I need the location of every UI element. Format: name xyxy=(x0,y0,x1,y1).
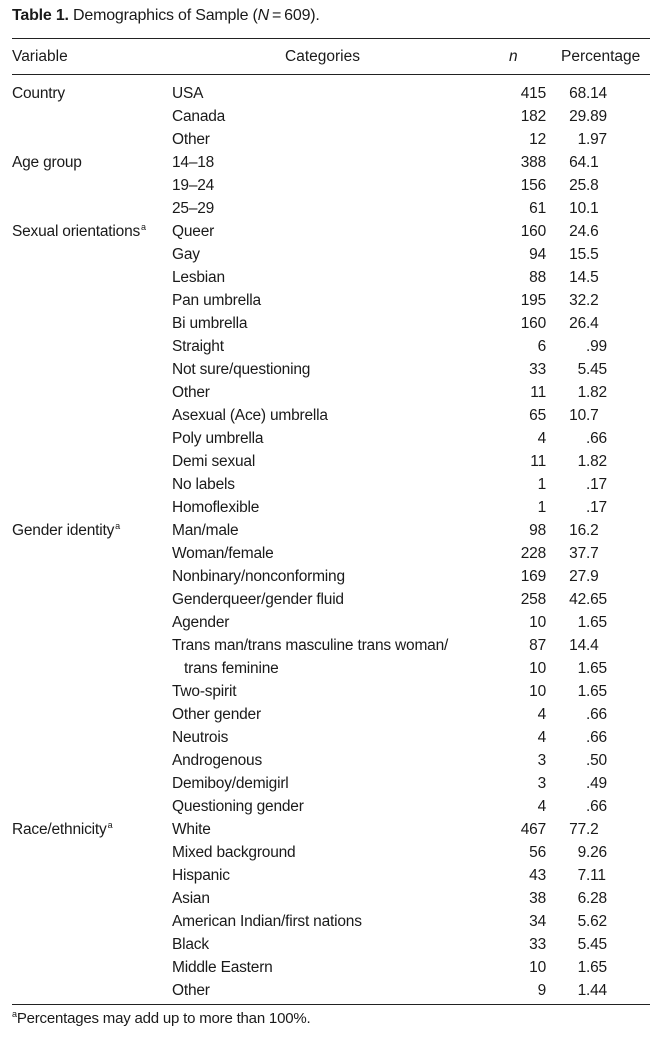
cell-n: 56 xyxy=(529,844,546,861)
cell-percentage: .17 xyxy=(586,499,607,516)
table-row xyxy=(12,496,650,519)
top-rule xyxy=(12,38,650,39)
cell-category: Other gender xyxy=(172,706,261,723)
cell-category: Nonbinary/nonconforming xyxy=(172,568,345,585)
cell-category: Man/male xyxy=(172,522,239,539)
cell-n: 11 xyxy=(530,384,546,401)
cell-percentage: 5.45 xyxy=(577,936,607,953)
variable-text: Age group xyxy=(12,154,82,171)
cell-percentage: 1.82 xyxy=(577,384,607,401)
cell-percentage: 1.44 xyxy=(577,982,607,999)
table-row xyxy=(12,772,650,795)
variable-text: Race/ethnicity xyxy=(12,821,107,838)
cell-category: Androgenous xyxy=(172,752,263,769)
cell-n: 98 xyxy=(529,522,546,539)
cell-variable xyxy=(12,519,120,542)
cell-n: 10 xyxy=(529,683,546,700)
cell-n: 182 xyxy=(520,108,546,125)
cell-category: Homoflexible xyxy=(172,499,260,516)
cell-n: 33 xyxy=(529,936,546,953)
cell-percentage: 32.2 xyxy=(569,292,599,309)
table-row xyxy=(12,864,650,887)
cell-percentage: 1.65 xyxy=(577,660,607,677)
table-row xyxy=(12,450,650,473)
table-row xyxy=(12,726,650,749)
cell-percentage: 16.2 xyxy=(569,522,599,539)
table-row xyxy=(12,680,650,703)
cell-variable xyxy=(12,82,65,105)
table-row xyxy=(12,565,650,588)
cell-percentage: .50 xyxy=(586,752,607,769)
table-row xyxy=(12,381,650,404)
cell-category: Straight xyxy=(172,338,224,355)
cell-category: American Indian/first nations xyxy=(172,913,362,930)
cell-percentage: 7.11 xyxy=(577,867,606,884)
cell-category: Woman/female xyxy=(172,545,274,562)
cell-n: 1 xyxy=(537,476,546,493)
cell-n: 169 xyxy=(520,568,546,585)
cell-percentage: 64.1 xyxy=(569,154,599,171)
cell-n: 33 xyxy=(529,361,546,378)
cell-n: 34 xyxy=(529,913,546,930)
cell-n: 9 xyxy=(537,982,546,999)
cell-category: Two-spirit xyxy=(172,683,237,700)
cell-percentage: 14.5 xyxy=(569,269,599,286)
table-row xyxy=(12,289,650,312)
cell-category: 14–18 xyxy=(172,154,215,171)
cell-percentage: .99 xyxy=(586,338,607,355)
table-row xyxy=(12,105,650,128)
cell-percentage: 10.7 xyxy=(569,407,599,424)
table-row xyxy=(12,312,650,335)
cell-category: 25–29 xyxy=(172,200,215,217)
table-row xyxy=(12,197,650,220)
table-row xyxy=(12,588,650,611)
cell-category: Asian xyxy=(172,890,210,907)
table-row xyxy=(12,473,650,496)
cell-category: Agender xyxy=(172,614,230,631)
cell-n: 228 xyxy=(520,545,546,562)
table-row xyxy=(12,979,650,1002)
cell-n: 12 xyxy=(529,131,546,148)
cell-n: 65 xyxy=(529,407,546,424)
cell-category: Canada xyxy=(172,108,226,125)
table-row xyxy=(12,887,650,910)
caption-text-before: Demographics of Sample ( xyxy=(73,7,258,24)
table-row xyxy=(12,795,650,818)
cell-n: 1 xyxy=(537,499,546,516)
table-row xyxy=(12,220,650,243)
cell-percentage: 6.28 xyxy=(577,890,607,907)
cell-n: 38 xyxy=(529,890,546,907)
cell-n: 4 xyxy=(537,706,546,723)
cell-n: 4 xyxy=(537,798,546,815)
cell-percentage: .17 xyxy=(586,476,607,493)
header-n: n xyxy=(509,48,518,65)
table-row xyxy=(12,174,650,197)
table-row xyxy=(12,910,650,933)
caption-text-after: = 609). xyxy=(269,7,320,24)
cell-category: Pan umbrella xyxy=(172,292,261,309)
cell-category: Hispanic xyxy=(172,867,230,884)
cell-percentage: 24.6 xyxy=(569,223,599,240)
table-row xyxy=(12,128,650,151)
cell-percentage: .66 xyxy=(586,798,607,815)
header-categories: Categories xyxy=(285,48,360,65)
table-row xyxy=(12,404,650,427)
cell-category: Demi sexual xyxy=(172,453,256,470)
table-row xyxy=(12,335,650,358)
cell-percentage: .66 xyxy=(586,430,607,447)
table-row xyxy=(12,82,650,105)
cell-n: 4 xyxy=(537,430,546,447)
cell-n: 160 xyxy=(520,223,546,240)
cell-n: 388 xyxy=(520,154,546,171)
variable-text: Country xyxy=(12,85,65,102)
cell-category: Genderqueer/gender fluid xyxy=(172,591,344,608)
cell-percentage: 1.65 xyxy=(577,683,607,700)
cell-category: No labels xyxy=(172,476,235,493)
cell-n: 43 xyxy=(529,867,546,884)
cell-percentage: 15.5 xyxy=(569,246,599,263)
table-row xyxy=(12,749,650,772)
cell-category: trans feminine xyxy=(184,660,279,677)
caption-n-symbol: N xyxy=(257,7,270,24)
table-row xyxy=(12,266,650,289)
cell-category: Bi umbrella xyxy=(172,315,248,332)
table-caption xyxy=(12,6,320,26)
cell-n: 415 xyxy=(520,85,546,102)
cell-percentage: 42.65 xyxy=(569,591,607,608)
cell-percentage: 27.9 xyxy=(569,568,599,585)
table-row xyxy=(12,243,650,266)
footnote-marker: a xyxy=(12,1009,17,1019)
cell-category: Queer xyxy=(172,223,215,240)
cell-percentage: 5.62 xyxy=(577,913,607,930)
cell-category: White xyxy=(172,821,211,838)
cell-variable xyxy=(12,151,82,174)
table-body xyxy=(12,82,650,1002)
cell-percentage: 1.65 xyxy=(577,959,607,976)
footnote-marker: a xyxy=(107,819,113,830)
cell-n: 10 xyxy=(529,614,546,631)
header-variable: Variable xyxy=(12,48,68,65)
cell-percentage: 1.97 xyxy=(577,131,607,148)
cell-n: 258 xyxy=(520,591,546,608)
table-row xyxy=(12,542,650,565)
cell-category: Not sure/questioning xyxy=(172,361,311,378)
table-row xyxy=(12,611,650,634)
cell-n: 10 xyxy=(529,660,546,677)
cell-n: 160 xyxy=(520,315,546,332)
table-row xyxy=(12,427,650,450)
cell-variable xyxy=(12,818,112,841)
cell-category: Asexual (Ace) umbrella xyxy=(172,407,328,424)
cell-percentage: .66 xyxy=(586,729,607,746)
cell-category: Poly umbrella xyxy=(172,430,264,447)
cell-percentage: 77.2 xyxy=(569,821,599,838)
footnote-marker: a xyxy=(115,520,120,531)
cell-n: 88 xyxy=(529,269,546,286)
table-row xyxy=(12,703,650,726)
table-row xyxy=(12,519,650,542)
cell-category: Black xyxy=(172,936,209,953)
cell-category: Questioning gender xyxy=(172,798,304,815)
cell-n: 87 xyxy=(529,637,546,654)
cell-category: Lesbian xyxy=(172,269,225,286)
cell-percentage: 1.65 xyxy=(577,614,607,631)
cell-percentage: 25.8 xyxy=(569,177,599,194)
table-row xyxy=(12,818,650,841)
cell-category: Other xyxy=(172,131,210,148)
table-row xyxy=(12,151,650,174)
cell-category: Demiboy/demigirl xyxy=(172,775,289,792)
cell-percentage: 26.4 xyxy=(569,315,599,332)
bottom-rule xyxy=(12,1004,650,1005)
cell-category: Mixed background xyxy=(172,844,296,861)
table-header xyxy=(12,46,650,68)
cell-category: Other xyxy=(172,384,210,401)
cell-percentage: 37.7 xyxy=(569,545,599,562)
table-row xyxy=(12,933,650,956)
variable-text: Sexual orientations xyxy=(12,223,141,240)
table-row xyxy=(12,657,650,680)
footnote-marker: a xyxy=(141,221,146,232)
cell-n: 467 xyxy=(520,821,546,838)
table-footnote xyxy=(12,1008,310,1030)
footnote-text: Percentages may add up to more than 100%. xyxy=(16,1010,311,1027)
table-label: Table 1. xyxy=(12,7,69,24)
cell-n: 11 xyxy=(530,453,546,470)
cell-n: 6 xyxy=(537,338,546,355)
cell-n: 156 xyxy=(520,177,546,194)
cell-category: Neutrois xyxy=(172,729,229,746)
cell-n: 94 xyxy=(529,246,546,263)
cell-percentage: 5.45 xyxy=(577,361,607,378)
cell-percentage: 68.14 xyxy=(569,85,607,102)
table-row xyxy=(12,956,650,979)
variable-text: Gender identity xyxy=(12,522,115,539)
header-rule xyxy=(12,74,650,75)
cell-category: USA xyxy=(172,85,204,102)
cell-percentage: .66 xyxy=(586,706,607,723)
cell-percentage: 14.4 xyxy=(569,637,599,654)
cell-n: 3 xyxy=(537,752,546,769)
cell-n: 10 xyxy=(529,959,546,976)
cell-category: 19–24 xyxy=(172,177,215,194)
header-percentage: Percentage xyxy=(561,48,641,65)
table-row xyxy=(12,841,650,864)
cell-n: 195 xyxy=(520,292,546,309)
cell-category: Trans man/trans masculine trans woman/ xyxy=(172,637,449,654)
cell-percentage: 1.82 xyxy=(577,453,607,470)
cell-category: Gay xyxy=(172,246,200,263)
cell-variable xyxy=(12,220,146,243)
cell-n: 61 xyxy=(529,200,546,217)
cell-percentage: .49 xyxy=(586,775,607,792)
table-row xyxy=(12,358,650,381)
cell-n: 3 xyxy=(537,775,546,792)
table-row xyxy=(12,634,650,657)
cell-category: Other xyxy=(172,982,210,999)
cell-percentage: 10.1 xyxy=(569,200,599,217)
cell-percentage: 9.26 xyxy=(577,844,607,861)
cell-percentage: 29.89 xyxy=(569,108,607,125)
cell-category: Middle Eastern xyxy=(172,959,273,976)
cell-n: 4 xyxy=(537,729,546,746)
